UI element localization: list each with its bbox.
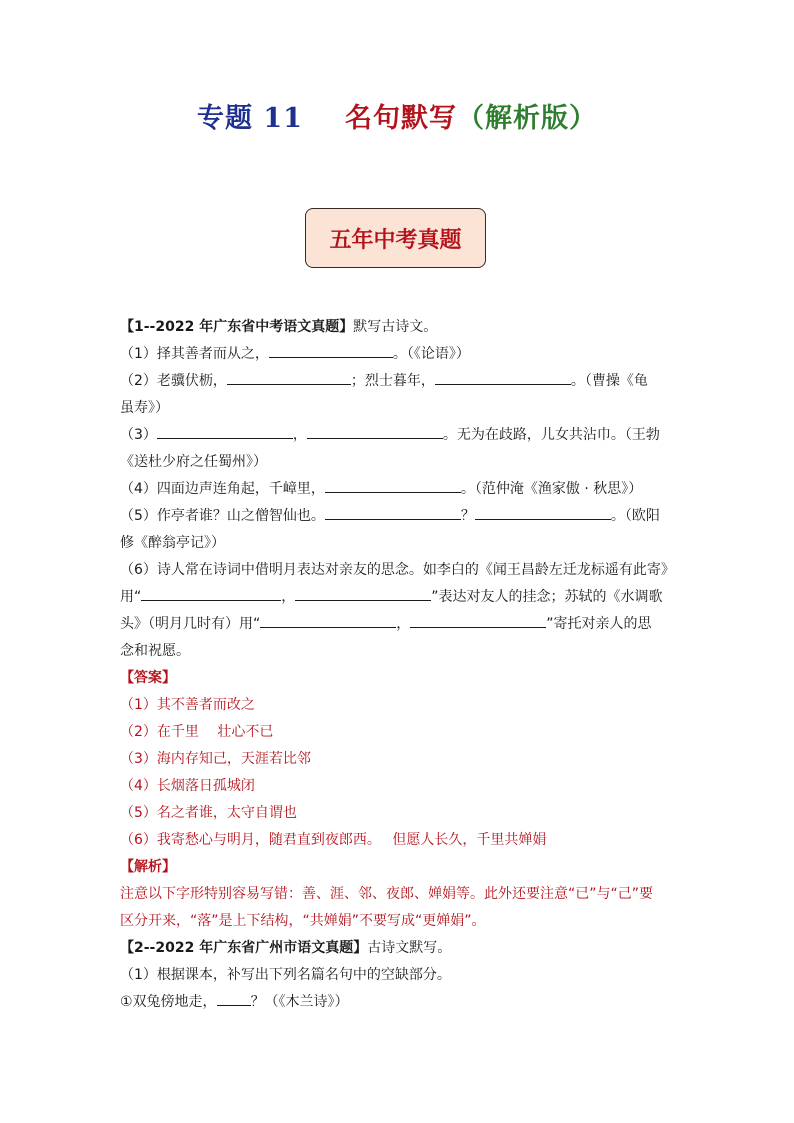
item-text: ？（《木兰诗》） — [250, 994, 349, 1010]
question-source: 【1--2022 年广东省中考语文真题】 — [120, 319, 354, 335]
answer-line: （3）海内存知己，天涯若比邻 — [120, 751, 311, 767]
answer-blank — [227, 369, 351, 385]
item-text: ？ — [460, 508, 475, 524]
question-2-header — [120, 935, 676, 962]
item-text: ”表达对友人的挂念；苏轼的《水调歌 — [431, 589, 663, 605]
item-text: （2）老骥伏枥， — [120, 373, 227, 389]
question-instruction: 默写古诗文。 — [353, 319, 438, 335]
question-item-continued — [120, 395, 676, 422]
document-body — [120, 314, 676, 1016]
title-topic-number: 专题 11 — [197, 103, 303, 134]
item-text: 虽寿》） — [120, 400, 169, 416]
question-item: （1）根据课本，补写出下列名篇名句中的空缺部分。 — [120, 967, 451, 983]
question-item — [120, 341, 676, 368]
item-text: （4）四面边声连角起，千嶂里， — [120, 481, 325, 497]
answer-line: （6）我寄愁心与明月，随君直到夜郎西。 但愿人长久，千里共婵娟 — [120, 832, 547, 848]
answer-blank — [410, 612, 546, 628]
answer-blank — [307, 423, 443, 439]
item-text: 《送杜少府之任蜀州》） — [120, 454, 267, 470]
item-text: 头》（明月几时有）用“ — [120, 616, 261, 632]
answer-blank — [141, 585, 281, 601]
answer-blank — [325, 477, 461, 493]
item-text: 。无为在歧路，儿女共沾巾。（王勃 — [442, 427, 660, 443]
section-heading-box — [305, 208, 486, 268]
item-text: 念和祝愿。 — [120, 643, 190, 659]
question-item — [120, 422, 676, 449]
page-title — [0, 96, 794, 135]
item-text: （5）作亭者谁？山之僧智仙也。 — [120, 508, 325, 524]
answer-blank — [325, 504, 461, 520]
question-item-continued — [120, 611, 676, 638]
answer-line: （2）在千里 壮心不已 — [120, 724, 274, 740]
answer-blank — [269, 342, 393, 358]
item-text: ， — [396, 616, 411, 632]
question-item — [120, 503, 676, 530]
item-text: 。（范仲淹《渔家傲 · 秋思》） — [460, 481, 643, 497]
question-item — [120, 368, 676, 395]
item-text: （3） — [120, 427, 157, 443]
answer-line: （5）名之者谁，太守自谓也 — [120, 805, 297, 821]
item-text: ， — [281, 589, 296, 605]
title-topic-name: 名句默写 — [344, 103, 457, 134]
answer-blank — [217, 990, 251, 1006]
item-text: 。（曹操《龟 — [570, 373, 648, 389]
item-text: ， — [292, 427, 307, 443]
item-text: 用“ — [120, 589, 142, 605]
item-text: 修《醉翁亭记》） — [120, 535, 225, 551]
item-text: （1）择其善者而从之， — [120, 346, 269, 362]
question-item-continued — [120, 638, 676, 665]
answer-line: （1）其不善者而改之 — [120, 697, 255, 713]
question-item-continued — [120, 449, 676, 476]
analysis-text: 注意以下字形特别容易写错：善、涯、邻、夜郎、婵娟等。此外还要注意“已”与“己”要 — [120, 886, 654, 902]
answer-blank — [435, 369, 571, 385]
question-instruction: 古诗文默写。 — [367, 940, 452, 956]
item-text: ①双兔傍地走， — [120, 994, 217, 1010]
item-text: （6）诗人常在诗词中借明月表达对亲友的思念。如李白的《闻王昌龄左迁龙标遥有此寄》 — [120, 562, 675, 578]
answer-blank — [157, 423, 293, 439]
question-item-continued — [120, 530, 676, 557]
analysis-label: 【解析】 — [120, 859, 176, 875]
answer-line: （4）长烟落日孤城闭 — [120, 778, 255, 794]
answer-blank — [295, 585, 431, 601]
answer-blank — [475, 504, 611, 520]
section-heading: 五年中考真题 — [329, 226, 462, 253]
question-item — [120, 557, 676, 584]
question-item — [120, 476, 676, 503]
question-1-header — [120, 314, 676, 341]
item-text: 。（《论语》） — [392, 346, 470, 362]
question-source: 【2--2022 年广东省广州市语文真题】 — [120, 940, 368, 956]
question-item — [120, 989, 676, 1016]
analysis-text: 区分开来，“落”是上下结构，“共婵娟”不要写成“更婵娟”。 — [120, 913, 486, 929]
item-text: ”寄托对亲人的思 — [546, 616, 652, 632]
answer-blank — [260, 612, 396, 628]
question-item-continued — [120, 584, 676, 611]
item-text: 。（欧阳 — [610, 508, 660, 524]
item-text: ；烈士暮年， — [350, 373, 435, 389]
answer-label: 【答案】 — [120, 670, 176, 686]
title-edition: （解析版） — [456, 103, 597, 134]
